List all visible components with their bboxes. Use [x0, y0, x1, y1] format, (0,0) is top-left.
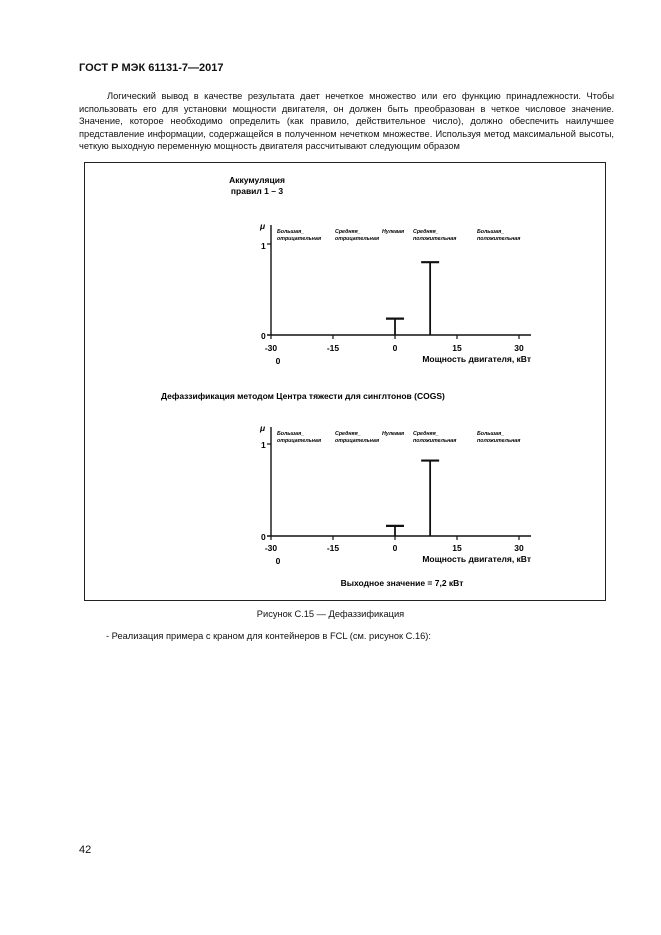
chart2-fuzzy-set-label: Средняя_ — [335, 431, 361, 437]
chart2-ytick-0: 0 — [261, 532, 266, 542]
chart1-xlabel: Мощность двигателя, кВт — [422, 354, 531, 364]
chart1-fuzzy-set-label: отрицательная — [335, 236, 380, 242]
figure-caption: Рисунок С.15 — Дефаззификация — [256, 609, 405, 619]
chart2-fuzzy-set-label: Средняя_ — [413, 431, 439, 437]
chart1-fuzzy-set-label: Средняя_ — [335, 229, 361, 235]
chart2-xtick-label: -30 — [264, 543, 278, 553]
chart2-xtick-label: 30 — [514, 543, 524, 553]
chart1-xtick-label: 0 — [392, 343, 398, 353]
chart2-ytick-1: 1 — [261, 440, 266, 450]
chart1-ytick-1: 1 — [261, 241, 266, 251]
chart2-fuzzy-set-label: Большая_ — [277, 431, 305, 437]
figure-svg — [85, 163, 605, 600]
document-header: ГОСТ Р МЭК 61131-7—2017 — [79, 62, 224, 74]
chart1-xtick-label: -15 — [326, 343, 340, 353]
chart2-xtick-label: 0 — [392, 543, 398, 553]
chart1-xtick-label: 15 — [452, 343, 462, 353]
chart1-xtick-label: -30 — [264, 343, 278, 353]
body-paragraph: Логический вывод в качестве результата дает нечеткое множество или его функцию принадлежности. Чтобы использовать его для установки мощности двигателя, он должен быть преобразован в четкое числовое значение. Значение, которое необходимо определить (как правило, действительное число), должно обеспечить наилучшее представление информации, содержащейся в полученном нечетком множестве. Используя метод максимальной высоты, четкую выходную переменную мощность двигателя рассчитывают следующим образом — [79, 91, 614, 151]
chart1-xtick-label: 30 — [514, 343, 524, 353]
chart1-title-line1: Аккумуляция — [229, 175, 285, 185]
chart1-fuzzy-set-label: положительная — [477, 236, 521, 242]
list-item: - Реализация примера с краном для контейнеров в FCL (см. рисунок С.16): — [106, 631, 431, 641]
chart2-xtick-label: 15 — [452, 543, 462, 553]
chart2-fuzzy-set-label: Большая_ — [477, 431, 505, 437]
chart1-stray-zero: 0 — [275, 356, 281, 366]
chart1-title-line2: правил 1 – 3 — [230, 186, 284, 196]
chart2-fuzzy-set-label: Нулевая — [382, 431, 405, 437]
chart2-fuzzy-set-label: отрицательная — [277, 438, 322, 444]
chart2-xtick-label: -15 — [326, 543, 340, 553]
chart2-fuzzy-set-label: отрицательная — [335, 438, 380, 444]
chart1-fuzzy-set-label: Большая_ — [277, 229, 305, 235]
chart2-stray-zero: 0 — [275, 556, 281, 566]
chart2-xlabel: Мощность двигателя, кВт — [422, 554, 531, 564]
chart-accumulation — [229, 175, 531, 366]
chart2-output-value: Выходное значение = 7,2 кВт — [340, 578, 464, 588]
chart1-fuzzy-set-label: Нулевая — [382, 229, 405, 235]
chart2-ylabel: μ — [260, 423, 266, 433]
chart2-title: Дефаззификация методом Центра тяжести для синглтонов (COGS) — [161, 391, 445, 401]
chart1-fuzzy-set-label: положительная — [413, 236, 457, 242]
chart1-fuzzy-set-label: Средняя_ — [413, 229, 439, 235]
chart1-ytick-0: 0 — [261, 331, 266, 341]
figure-frame — [84, 162, 606, 601]
chart1-fuzzy-set-label: отрицательная — [277, 236, 322, 242]
chart1-fuzzy-set-label: Большая_ — [477, 229, 505, 235]
chart1-ylabel: μ — [260, 221, 266, 231]
chart-cogs — [161, 391, 531, 588]
page-number: 42 — [79, 844, 92, 856]
chart2-fuzzy-set-label: положительная — [413, 438, 457, 444]
chart2-fuzzy-set-label: положительная — [477, 438, 521, 444]
